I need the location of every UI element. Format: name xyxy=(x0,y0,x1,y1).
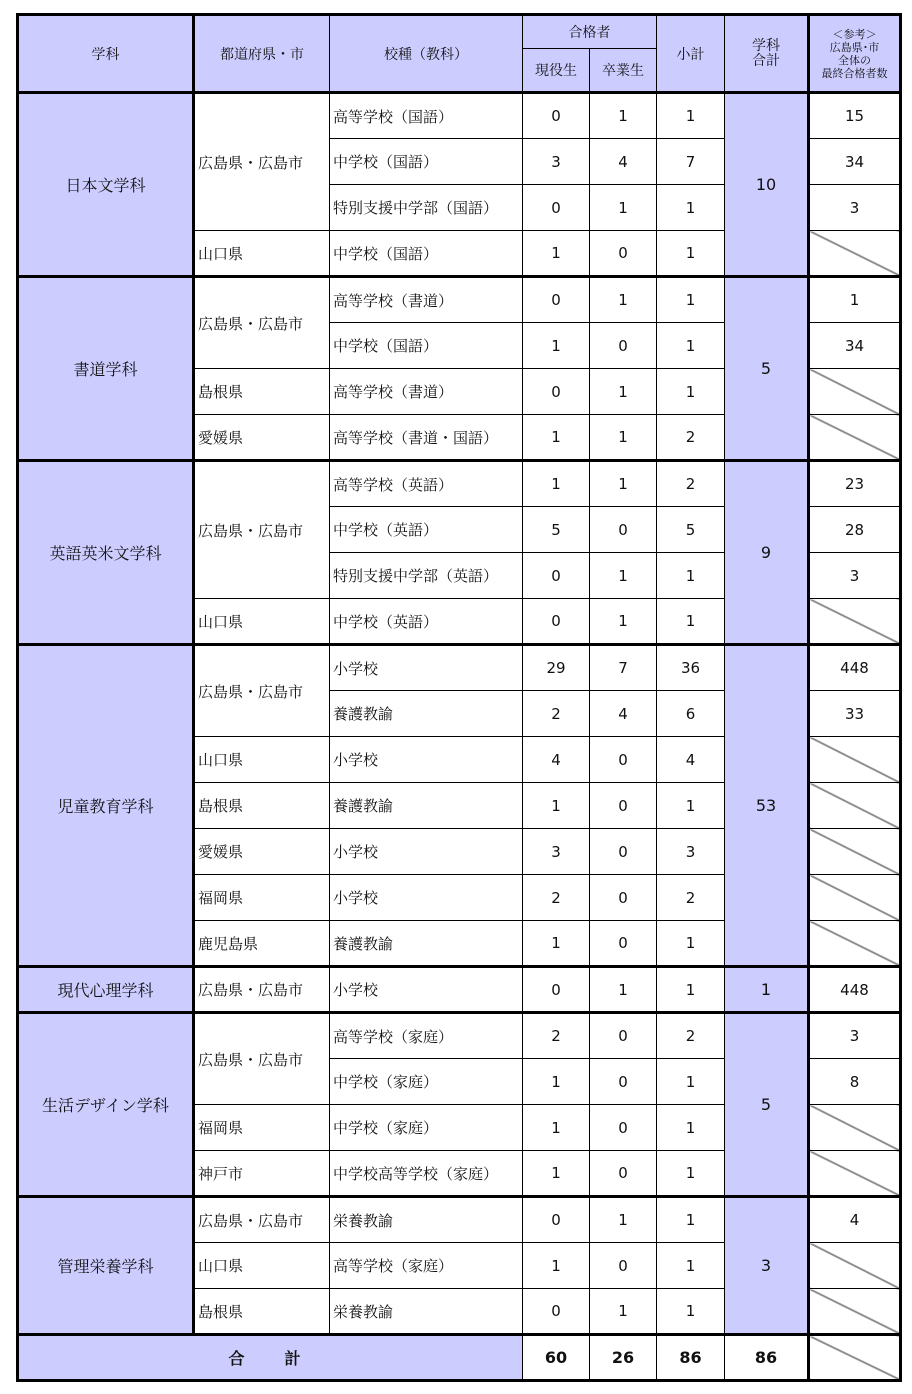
subtotal-count: 7 xyxy=(657,139,725,185)
grand-total-label: 合 計 xyxy=(18,1335,523,1381)
subtotal-count: 36 xyxy=(657,645,725,691)
department-total: 5 xyxy=(725,277,809,461)
school-type-cell: 高等学校（英語） xyxy=(330,461,523,507)
prefecture-cell: 広島県・広島市 xyxy=(194,645,330,737)
reference-count: 34 xyxy=(809,139,901,185)
subtotal-count: 1 xyxy=(657,231,725,277)
prefecture-cell: 島根県 xyxy=(194,369,330,415)
school-type-cell: 中学校（国語） xyxy=(330,231,523,277)
department-name: 管理栄養学科 xyxy=(18,1197,194,1335)
school-type-cell: 高等学校（書道） xyxy=(330,369,523,415)
graduate-count: 0 xyxy=(590,921,657,967)
school-type-cell: 中学校（家庭） xyxy=(330,1059,523,1105)
current-student-count: 1 xyxy=(523,783,590,829)
header-dept-total xyxy=(725,15,809,93)
school-type-cell: 小学校 xyxy=(330,737,523,783)
current-student-count: 2 xyxy=(523,691,590,737)
subtotal-count: 1 xyxy=(657,323,725,369)
reference-blank-cell xyxy=(809,1289,901,1335)
subtotal-count: 1 xyxy=(657,553,725,599)
header-dept: 学科 xyxy=(18,15,194,93)
department-name: 児童教育学科 xyxy=(18,645,194,967)
prefecture-cell: 愛媛県 xyxy=(194,415,330,461)
header-dept-total-line1: 学科 xyxy=(752,37,780,54)
table-row xyxy=(18,967,901,1013)
grand-total-current: 60 xyxy=(523,1335,590,1381)
school-type-cell: 高等学校（家庭） xyxy=(330,1013,523,1059)
subtotal-count: 5 xyxy=(657,507,725,553)
current-student-count: 1 xyxy=(523,1243,590,1289)
prefecture-cell: 山口県 xyxy=(194,231,330,277)
current-student-count: 0 xyxy=(523,1289,590,1335)
department-total: 10 xyxy=(725,93,809,277)
grand-total-subtotal: 86 xyxy=(657,1335,725,1381)
graduate-count: 0 xyxy=(590,323,657,369)
graduate-count: 0 xyxy=(590,875,657,921)
subtotal-count: 6 xyxy=(657,691,725,737)
school-type-cell: 栄養教諭 xyxy=(330,1197,523,1243)
current-student-count: 1 xyxy=(523,231,590,277)
school-type-cell: 養護教諭 xyxy=(330,921,523,967)
school-type-cell: 中学校（英語） xyxy=(330,507,523,553)
graduate-count: 7 xyxy=(590,645,657,691)
graduate-count: 1 xyxy=(590,185,657,231)
department-group xyxy=(18,1197,901,1335)
prefecture-cell: 広島県・広島市 xyxy=(194,461,330,599)
current-student-count: 2 xyxy=(523,875,590,921)
prefecture-cell: 広島県・広島市 xyxy=(194,277,330,369)
prefecture-cell: 鹿児島県 xyxy=(194,921,330,967)
school-type-cell: 中学校（家庭） xyxy=(330,1105,523,1151)
header-ref-line2: 広島県･市 xyxy=(829,40,880,54)
reference-count: 15 xyxy=(809,93,901,139)
grand-total-section xyxy=(18,1335,901,1381)
reference-blank-cell xyxy=(809,783,901,829)
reference-count: 33 xyxy=(809,691,901,737)
graduate-count: 0 xyxy=(590,1013,657,1059)
reference-blank-cell xyxy=(809,415,901,461)
reference-blank-cell xyxy=(809,1151,901,1197)
reference-blank-cell xyxy=(809,369,901,415)
department-group xyxy=(18,277,901,461)
department-name: 現代心理学科 xyxy=(18,967,194,1013)
reference-count: 448 xyxy=(809,967,901,1013)
header-passers: 合格者 xyxy=(523,15,657,49)
current-student-count: 0 xyxy=(523,599,590,645)
graduate-count: 1 xyxy=(590,967,657,1013)
current-student-count: 0 xyxy=(523,93,590,139)
prefecture-cell: 福岡県 xyxy=(194,1105,330,1151)
prefecture-cell: 広島県・広島市 xyxy=(194,967,330,1013)
subtotal-count: 2 xyxy=(657,1013,725,1059)
department-group xyxy=(18,1013,901,1197)
grand-total-graduate: 26 xyxy=(590,1335,657,1381)
school-type-cell: 高等学校（家庭） xyxy=(330,1243,523,1289)
prefecture-cell: 島根県 xyxy=(194,783,330,829)
graduate-count: 0 xyxy=(590,231,657,277)
subtotal-count: 2 xyxy=(657,415,725,461)
school-type-cell: 特別支援中学部（英語） xyxy=(330,553,523,599)
reference-blank-cell xyxy=(809,921,901,967)
header-school: 校種（教科） xyxy=(330,15,523,93)
prefecture-cell: 広島県・広島市 xyxy=(194,93,330,231)
reference-blank-cell xyxy=(809,599,901,645)
reference-count: 448 xyxy=(809,645,901,691)
current-student-count: 0 xyxy=(523,185,590,231)
graduate-count: 0 xyxy=(590,507,657,553)
current-student-count: 4 xyxy=(523,737,590,783)
reference-count: 3 xyxy=(809,185,901,231)
header-ref-line1: ＜参考＞ xyxy=(832,27,877,41)
school-type-cell: 小学校 xyxy=(330,967,523,1013)
table-row xyxy=(18,461,901,507)
graduate-count: 1 xyxy=(590,461,657,507)
graduate-count: 1 xyxy=(590,553,657,599)
school-type-cell: 特別支援中学部（国語） xyxy=(330,185,523,231)
subtotal-count: 1 xyxy=(657,277,725,323)
table-row xyxy=(18,1013,901,1059)
reference-blank-cell xyxy=(809,737,901,783)
grand-total-reference-blank xyxy=(809,1335,901,1381)
subtotal-count: 1 xyxy=(657,1197,725,1243)
graduate-count: 0 xyxy=(590,1105,657,1151)
department-total: 53 xyxy=(725,645,809,967)
subtotal-count: 1 xyxy=(657,93,725,139)
department-name: 日本文学科 xyxy=(18,93,194,277)
header-pref: 都道府県・市 xyxy=(194,15,330,93)
subtotal-count: 1 xyxy=(657,921,725,967)
prefecture-cell: 島根県 xyxy=(194,1289,330,1335)
graduate-count: 4 xyxy=(590,139,657,185)
school-type-cell: 高等学校（書道） xyxy=(330,277,523,323)
header-ref-line4: 最終合格者数 xyxy=(821,66,888,80)
reference-count: 23 xyxy=(809,461,901,507)
subtotal-count: 1 xyxy=(657,185,725,231)
current-student-count: 0 xyxy=(523,369,590,415)
subtotal-count: 1 xyxy=(657,1243,725,1289)
current-student-count: 3 xyxy=(523,829,590,875)
current-student-count: 1 xyxy=(523,415,590,461)
department-name: 書道学科 xyxy=(18,277,194,461)
school-type-cell: 高等学校（国語） xyxy=(330,93,523,139)
current-student-count: 1 xyxy=(523,921,590,967)
graduate-count: 0 xyxy=(590,1059,657,1105)
current-student-count: 1 xyxy=(523,461,590,507)
graduate-count: 0 xyxy=(590,737,657,783)
subtotal-count: 1 xyxy=(657,369,725,415)
table-row xyxy=(18,1197,901,1243)
header-ref-line3: 全体の xyxy=(838,53,871,67)
current-student-count: 0 xyxy=(523,1197,590,1243)
graduate-count: 0 xyxy=(590,1151,657,1197)
department-total: 9 xyxy=(725,461,809,645)
graduate-count: 0 xyxy=(590,1243,657,1289)
school-type-cell: 中学校（国語） xyxy=(330,139,523,185)
current-student-count: 29 xyxy=(523,645,590,691)
subtotal-count: 1 xyxy=(657,599,725,645)
grand-total-dept-total: 86 xyxy=(725,1335,809,1381)
current-student-count: 1 xyxy=(523,1105,590,1151)
graduate-count: 0 xyxy=(590,783,657,829)
reference-count: 3 xyxy=(809,553,901,599)
department-total: 3 xyxy=(725,1197,809,1335)
reference-blank-cell xyxy=(809,1243,901,1289)
graduate-count: 1 xyxy=(590,599,657,645)
graduate-count: 1 xyxy=(590,369,657,415)
subtotal-count: 1 xyxy=(657,1059,725,1105)
table-row xyxy=(18,93,901,139)
prefecture-cell: 愛媛県 xyxy=(194,829,330,875)
prefecture-cell: 福岡県 xyxy=(194,875,330,921)
prefecture-cell: 広島県・広島市 xyxy=(194,1013,330,1105)
department-total: 5 xyxy=(725,1013,809,1197)
current-student-count: 2 xyxy=(523,1013,590,1059)
header-dept-total-line2: 合計 xyxy=(752,52,780,69)
prefecture-cell: 山口県 xyxy=(194,737,330,783)
graduate-count: 1 xyxy=(590,277,657,323)
department-name: 生活デザイン学科 xyxy=(18,1013,194,1197)
grand-total-row xyxy=(18,1335,901,1381)
reference-blank-cell xyxy=(809,829,901,875)
department-group xyxy=(18,461,901,645)
header-reference xyxy=(809,15,901,93)
prefecture-cell: 広島県・広島市 xyxy=(194,1197,330,1243)
table-row xyxy=(18,277,901,323)
subtotal-count: 1 xyxy=(657,967,725,1013)
reference-count: 34 xyxy=(809,323,901,369)
graduate-count: 1 xyxy=(590,415,657,461)
graduate-count: 1 xyxy=(590,1197,657,1243)
prefecture-cell: 神戸市 xyxy=(194,1151,330,1197)
reference-count: 3 xyxy=(809,1013,901,1059)
school-type-cell: 栄養教諭 xyxy=(330,1289,523,1335)
subtotal-count: 1 xyxy=(657,1151,725,1197)
current-student-count: 0 xyxy=(523,277,590,323)
current-student-count: 0 xyxy=(523,967,590,1013)
header-subtotal: 小計 xyxy=(657,15,725,93)
subtotal-count: 2 xyxy=(657,875,725,921)
department-group xyxy=(18,645,901,967)
current-student-count: 0 xyxy=(523,553,590,599)
subtotal-count: 4 xyxy=(657,737,725,783)
department-total: 1 xyxy=(725,967,809,1013)
subtotal-count: 1 xyxy=(657,783,725,829)
reference-blank-cell xyxy=(809,875,901,921)
school-type-cell: 中学校高等学校（家庭） xyxy=(330,1151,523,1197)
school-type-cell: 小学校 xyxy=(330,829,523,875)
school-type-cell: 小学校 xyxy=(330,645,523,691)
school-type-cell: 小学校 xyxy=(330,875,523,921)
reference-blank-cell xyxy=(809,231,901,277)
subtotal-count: 1 xyxy=(657,1289,725,1335)
reference-count: 8 xyxy=(809,1059,901,1105)
school-type-cell: 中学校（英語） xyxy=(330,599,523,645)
reference-blank-cell xyxy=(809,1105,901,1151)
subtotal-count: 2 xyxy=(657,461,725,507)
prefecture-cell: 山口県 xyxy=(194,1243,330,1289)
school-type-cell: 中学校（国語） xyxy=(330,323,523,369)
graduate-count: 1 xyxy=(590,93,657,139)
current-student-count: 1 xyxy=(523,1059,590,1105)
subtotal-count: 1 xyxy=(657,1105,725,1151)
header-current: 現役生 xyxy=(523,49,590,93)
current-student-count: 1 xyxy=(523,323,590,369)
results-table xyxy=(16,13,902,1382)
graduate-count: 1 xyxy=(590,1289,657,1335)
department-name: 英語英米文学科 xyxy=(18,461,194,645)
school-type-cell: 養護教諭 xyxy=(330,783,523,829)
school-type-cell: 養護教諭 xyxy=(330,691,523,737)
table-header xyxy=(18,15,901,93)
department-group xyxy=(18,93,901,277)
table-row xyxy=(18,645,901,691)
current-student-count: 5 xyxy=(523,507,590,553)
reference-count: 4 xyxy=(809,1197,901,1243)
reference-count: 1 xyxy=(809,277,901,323)
reference-count: 28 xyxy=(809,507,901,553)
subtotal-count: 3 xyxy=(657,829,725,875)
department-group xyxy=(18,967,901,1013)
graduate-count: 0 xyxy=(590,829,657,875)
graduate-count: 4 xyxy=(590,691,657,737)
header-graduate: 卒業生 xyxy=(590,49,657,93)
school-type-cell: 高等学校（書道・国語） xyxy=(330,415,523,461)
current-student-count: 3 xyxy=(523,139,590,185)
current-student-count: 1 xyxy=(523,1151,590,1197)
prefecture-cell: 山口県 xyxy=(194,599,330,645)
